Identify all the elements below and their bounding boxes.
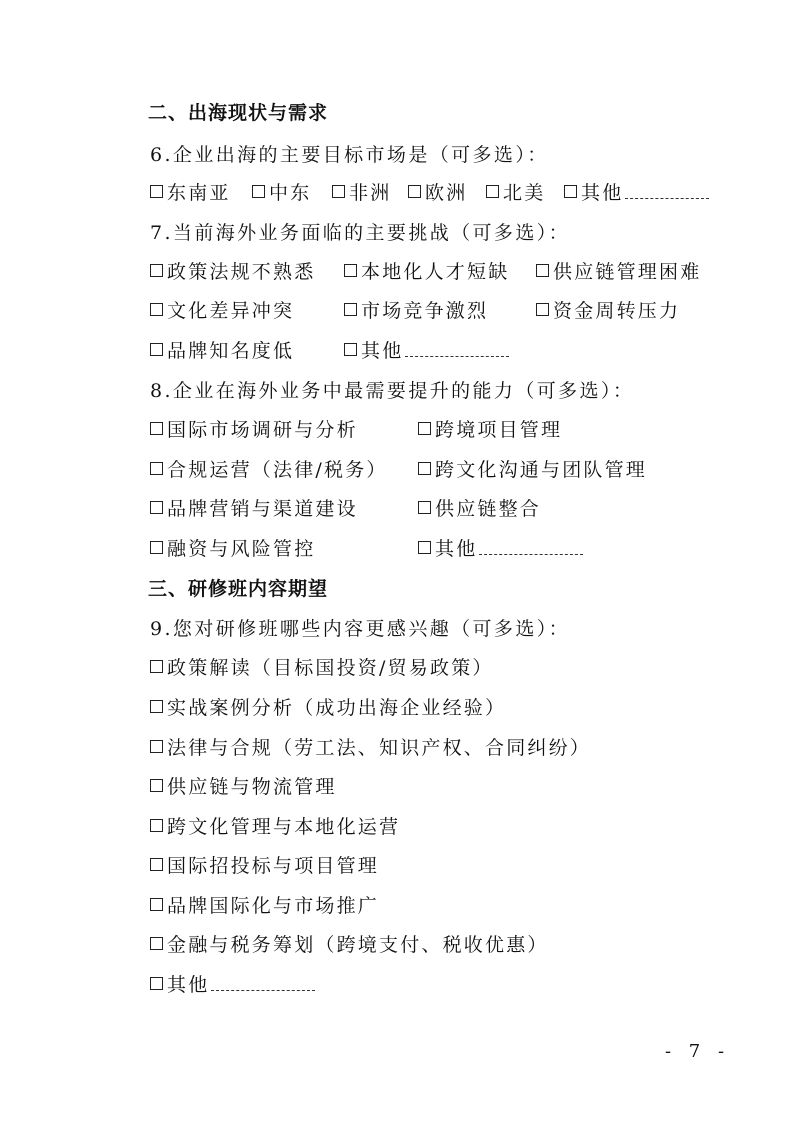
q8-option-compliance[interactable] <box>150 455 388 482</box>
checkbox[interactable] <box>418 501 431 514</box>
checkbox[interactable] <box>150 303 163 316</box>
checkbox[interactable] <box>486 185 499 198</box>
q7-option-supply-chain[interactable] <box>536 257 701 284</box>
q7-option-brand[interactable] <box>150 336 294 363</box>
checkbox[interactable] <box>150 700 163 713</box>
option-label: 跨文化管理与本地化运营 <box>167 816 401 838</box>
q9-option-brand[interactable] <box>150 891 379 918</box>
page-number: - 7 - <box>665 1041 731 1062</box>
q9-option-policy[interactable] <box>150 653 494 680</box>
q6-option-north-america[interactable] <box>486 178 545 205</box>
option-label: 市场竞争激烈 <box>361 300 489 322</box>
fill-in-blank[interactable] <box>211 976 315 991</box>
checkbox[interactable] <box>564 185 577 198</box>
checkbox[interactable] <box>150 740 163 753</box>
checkbox[interactable] <box>150 977 163 990</box>
q8-option-brand-marketing[interactable] <box>150 494 358 521</box>
option-label: 其他 <box>435 538 478 560</box>
checkbox[interactable] <box>150 501 163 514</box>
checkbox[interactable] <box>150 462 163 475</box>
q8-option-market-research[interactable] <box>150 415 358 442</box>
option-label: 其他 <box>167 974 210 996</box>
option-label: 跨境项目管理 <box>435 419 563 441</box>
checkbox[interactable] <box>418 422 431 435</box>
q7-option-cash-flow[interactable] <box>536 296 680 323</box>
option-label: 国际市场调研与分析 <box>167 419 358 441</box>
q7-option-other[interactable] <box>344 336 509 363</box>
q6-option-africa[interactable] <box>332 178 391 205</box>
option-label: 跨文化沟通与团队管理 <box>435 459 648 481</box>
option-label: 本地化人才短缺 <box>361 261 510 283</box>
question-9: 9.您对研修班哪些内容更感兴趣（可多选）： <box>150 618 571 640</box>
checkbox[interactable] <box>150 937 163 950</box>
q9-option-other[interactable] <box>150 970 315 997</box>
fill-in-blank[interactable] <box>625 184 709 199</box>
q7-option-competition[interactable] <box>344 296 488 323</box>
checkbox[interactable] <box>332 185 345 198</box>
checkbox[interactable] <box>408 185 421 198</box>
checkbox[interactable] <box>150 185 163 198</box>
option-label: 东南亚 <box>167 182 231 204</box>
q9-option-case-study[interactable] <box>150 693 506 720</box>
q8-option-supply-chain[interactable] <box>418 494 541 521</box>
option-label: 其他 <box>361 340 404 362</box>
option-label: 供应链与物流管理 <box>167 776 337 798</box>
checkbox[interactable] <box>150 264 163 277</box>
checkbox[interactable] <box>150 422 163 435</box>
q9-option-legal[interactable] <box>150 733 591 760</box>
option-label: 资金周转压力 <box>553 300 681 322</box>
option-label: 政策解读（目标国投资/贸易政策） <box>167 657 494 679</box>
checkbox[interactable] <box>150 660 163 673</box>
option-label: 品牌国际化与市场推广 <box>167 895 380 917</box>
option-label: 品牌知名度低 <box>167 340 295 362</box>
checkbox[interactable] <box>150 779 163 792</box>
checkbox[interactable] <box>536 303 549 316</box>
q9-option-finance-tax[interactable] <box>150 930 549 957</box>
checkbox[interactable] <box>150 858 163 871</box>
option-label: 品牌营销与渠道建设 <box>167 498 358 520</box>
q6-option-middle-east[interactable] <box>252 178 311 205</box>
option-label: 金融与税务筹划（跨境支付、税收优惠） <box>167 934 549 956</box>
option-label: 实战案例分析（成功出海企业经验） <box>167 697 507 719</box>
q7-option-policy[interactable] <box>150 257 315 284</box>
checkbox[interactable] <box>344 303 357 316</box>
q7-option-local-talent[interactable] <box>344 257 509 284</box>
option-label: 融资与风险管控 <box>167 538 316 560</box>
q6-option-southeast-asia[interactable] <box>150 178 231 205</box>
q8-option-project-management[interactable] <box>418 415 562 442</box>
q8-option-other[interactable] <box>418 534 583 561</box>
question-8: 8.企业在海外业务中最需要提升的能力（可多选）： <box>150 380 635 402</box>
q7-option-culture[interactable] <box>150 296 294 323</box>
checkbox[interactable] <box>150 343 163 356</box>
option-label: 欧洲 <box>425 182 468 204</box>
option-label: 供应链整合 <box>435 498 542 520</box>
option-label: 北美 <box>503 182 546 204</box>
section-heading-2: 二、出海现状与需求 <box>148 102 329 124</box>
checkbox[interactable] <box>344 343 357 356</box>
q9-option-bidding[interactable] <box>150 851 379 878</box>
checkbox[interactable] <box>418 462 431 475</box>
question-7: 7.当前海外业务面临的主要挑战（可多选）： <box>150 222 571 244</box>
option-label: 其他 <box>581 182 624 204</box>
checkbox[interactable] <box>536 264 549 277</box>
checkbox[interactable] <box>150 898 163 911</box>
option-label: 法律与合规（劳工法、知识产权、合同纠纷） <box>167 737 592 759</box>
option-label: 文化差异冲突 <box>167 300 295 322</box>
checkbox[interactable] <box>344 264 357 277</box>
option-label: 非洲 <box>349 182 392 204</box>
option-label: 供应链管理困难 <box>553 261 702 283</box>
option-label: 国际招投标与项目管理 <box>167 855 380 877</box>
q8-option-cross-culture[interactable] <box>418 455 647 482</box>
q6-option-other[interactable] <box>564 178 709 205</box>
checkbox[interactable] <box>252 185 265 198</box>
question-6: 6.企业出海的主要目标市场是（可多选）： <box>150 144 549 166</box>
option-label: 政策法规不熟悉 <box>167 261 316 283</box>
checkbox[interactable] <box>150 541 163 554</box>
option-label: 中东 <box>269 182 312 204</box>
q9-option-logistics[interactable] <box>150 772 337 799</box>
fill-in-blank[interactable] <box>405 342 509 357</box>
q9-option-cross-culture[interactable] <box>150 812 400 839</box>
option-label: 合规运营（法律/税务） <box>167 459 388 481</box>
checkbox[interactable] <box>418 541 431 554</box>
section-heading-3: 三、研修班内容期望 <box>148 578 329 600</box>
q8-option-financing[interactable] <box>150 534 315 561</box>
checkbox[interactable] <box>150 819 163 832</box>
q6-option-europe[interactable] <box>408 178 467 205</box>
fill-in-blank[interactable] <box>479 540 583 555</box>
